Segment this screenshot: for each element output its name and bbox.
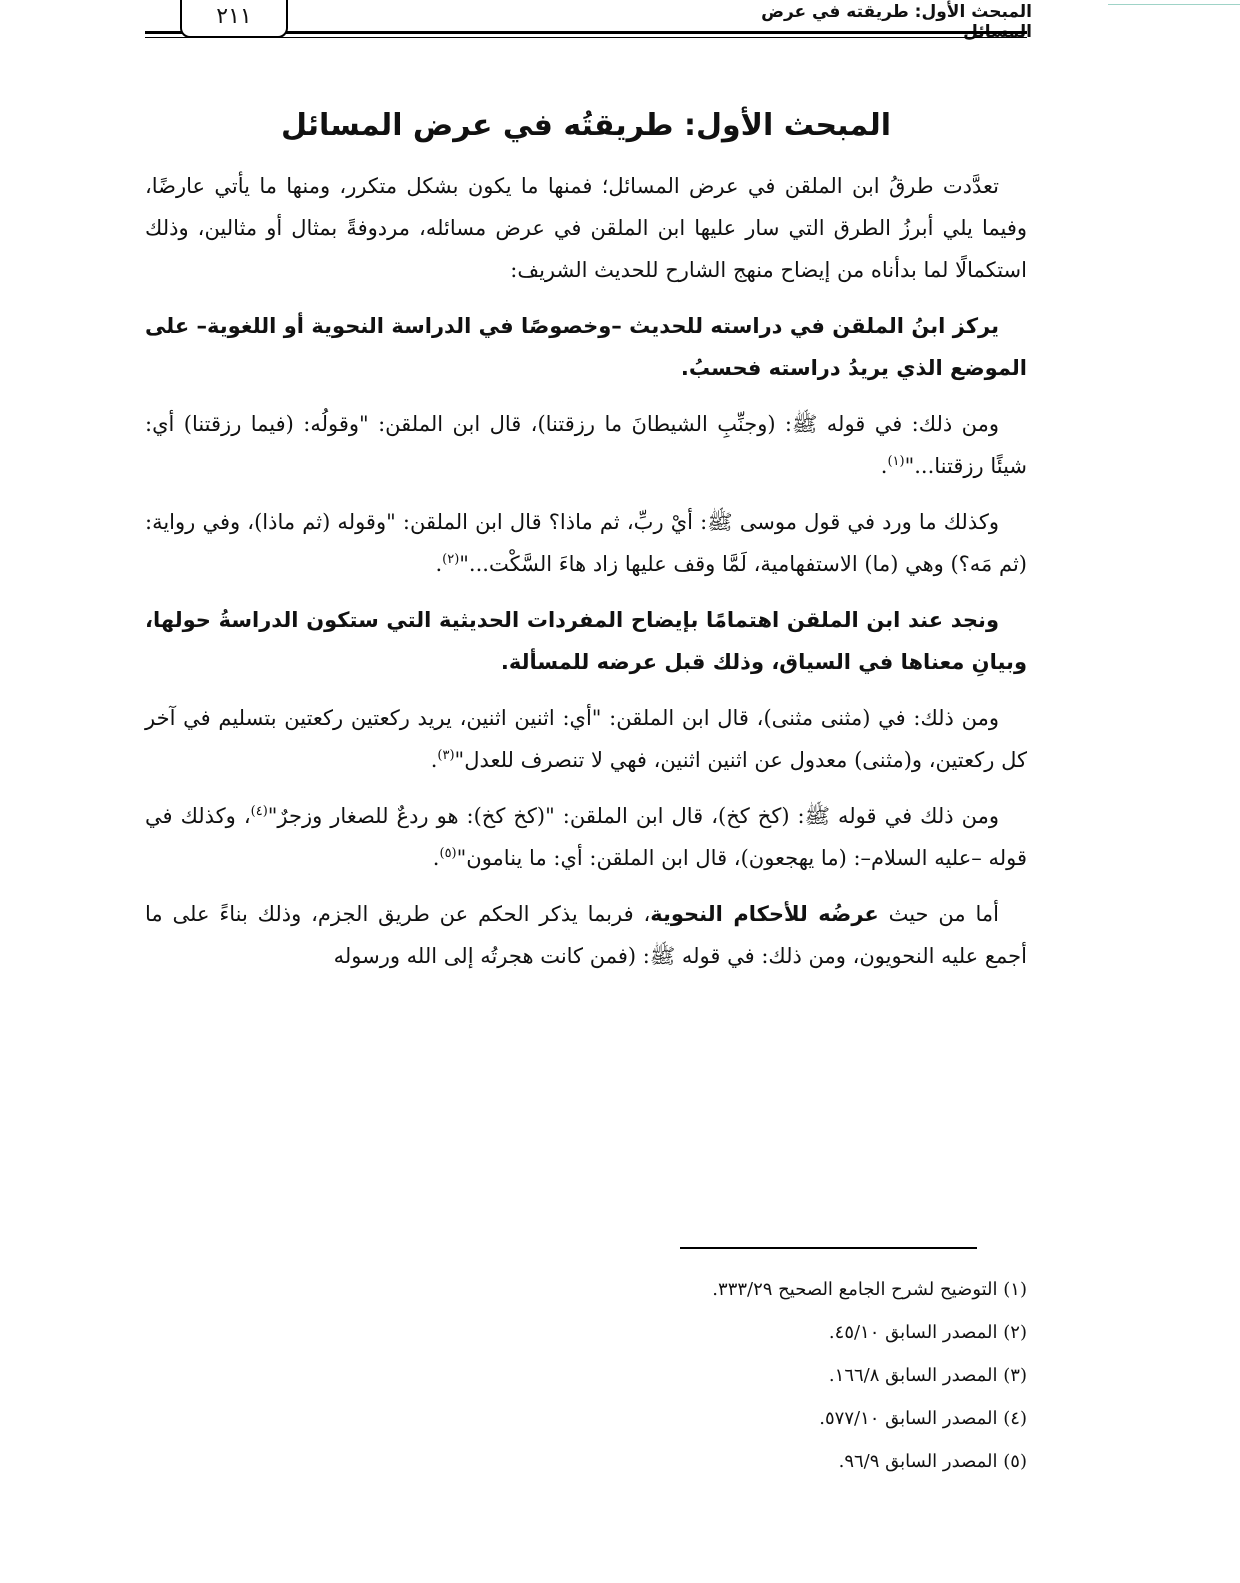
footnote-3: (٣) المصدر السابق ١٦٦/٨. [828, 1365, 1027, 1386]
paragraph-intro: تعدَّدت طرقُ ابن الملقن في عرض المسائل؛ فمنها ما يكون بشكل متكرر، ومنها ما يأتي عارضًا، وفيما يلي أبرزُ الطرق التي سار عليها ابن الملقن في عرض مسائله، مردوفةً بمثال أو مثالين، وذلك استكمالًا لما بدأناه من إيضاح منهج الشارح للحديث الشريف: [145, 174, 1027, 282]
page-number-box [180, 0, 288, 38]
footnote-ref-4: (٤) [250, 804, 268, 819]
footnote-5: (٥) المصدر السابق ٩٦/٩. [838, 1451, 1027, 1472]
paragraph-rule-2: ونجد عند ابن الملقن اهتمامًا بإيضاح المفردات الحديثية التي ستكون الدراسةُ حولها، وبيانِ معناها في السياق، وذلك قبل عرضه للمسألة. [145, 608, 1027, 674]
paragraph-example-3 [145, 697, 1027, 781]
section-title: المبحث الأول: طريقتُه في عرض المسائل [280, 108, 892, 143]
footnote-2: (٢) المصدر السابق ٤٥/١٠. [828, 1322, 1027, 1343]
footnote-1: (١) التوضيح لشرح الجامع الصحيح ٣٣٣/٢٩. [712, 1279, 1027, 1300]
bold-phrase: عرضُه للأحكام النحوية [650, 902, 879, 926]
paragraph-example-4 [145, 795, 1027, 879]
period: . [430, 748, 438, 772]
text-lead: أما من حيث [878, 902, 999, 926]
text-rest: ، فربما يذكر الحكم عن طريق الجزم، وذلك بناءً على ما أجمع عليه النحويون، ومن ذلك: في قوله ﷺ: (فمن كانت هجرتُه إلى الله ورسوله [145, 902, 1027, 968]
paragraph-rule-1: يركز ابنُ الملقن في دراسته للحديث –وخصوصًا في الدراسة النحوية أو اللغوية– على الموضع الذي يريدُ دراسته فحسبُ. [145, 314, 1027, 380]
running-header-title: المبحث الأول: طريقته في عرض المسائل [761, 2, 1032, 42]
example-text: ومن ذلك: في (مثنى مثنى)، قال ابن الملقن: "أي: اثنين اثنين، يريد ركعتين ركعتين بتسليم في آخر كل ركعتين، و(مثنى) معدول عن اثنين اثنين، فهي لا تنصرف للعدل" [145, 706, 1027, 772]
period: . [432, 846, 440, 870]
footnote-ref-3: (٣) [437, 748, 455, 763]
corner-mark [1108, 0, 1240, 5]
period: . [435, 552, 443, 576]
paragraph-example-2 [145, 501, 1027, 585]
footnotes [327, 1268, 1027, 1483]
paragraph-rule-3 [145, 893, 1027, 977]
example-text: ومن ذلك: في قوله ﷺ: (وجنِّبِ الشيطانَ ما رزقتنا)، قال ابن الملقن: "وقولُه: (فيما رزقتنا) أي: شيئًا رزقتنا..." [145, 412, 1027, 478]
page-number: ٢١١ [216, 4, 252, 29]
period: . [880, 454, 888, 478]
footnote-4: (٤) المصدر السابق ٥٧٧/١٠. [819, 1408, 1027, 1429]
footnote-ref-1: (١) [887, 454, 905, 469]
paragraph-example-1 [145, 403, 1027, 487]
footnote-ref-2: (٢) [442, 552, 460, 567]
example-text: ، وكذلك في قوله –عليه السلام–: (ما يهجعون)، قال ابن الملقن: أي: ما ينامون" [145, 804, 1027, 870]
footnote-ref-5: (٥) [439, 846, 457, 861]
footnote-separator [680, 1247, 977, 1249]
body-text [145, 165, 1027, 991]
example-text: وكذلك ما ورد في قول موسى ﷺ: أيْ ربِّ، ثم ماذا؟ قال ابن الملقن: "وقوله (ثم ماذا)، وفي رواية: (ثم مَه؟) وهي (ما) الاستفهامية، لَمَّا وقف عليها زاد هاءَ السَّكْت..." [145, 510, 1027, 576]
example-text: ومن ذلك في قوله ﷺ: (كخ كخ)، قال ابن الملقن: "(كخ كخ): هو ردعٌ للصغار وزجرٌ" [267, 804, 999, 828]
